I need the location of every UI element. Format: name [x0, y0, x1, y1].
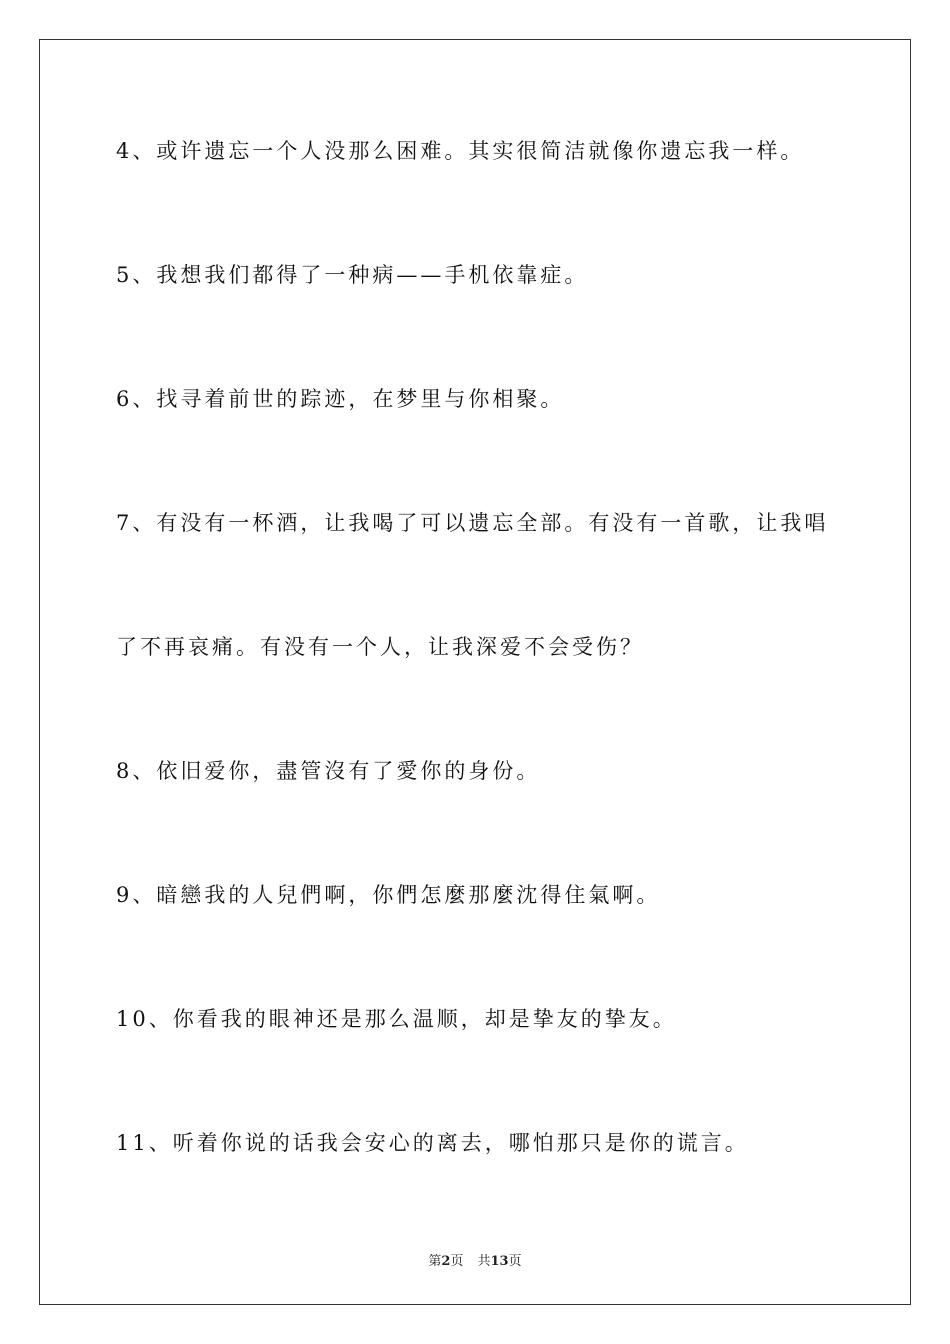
text-line-7b: 了不再哀痛。有没有一个人，让我深爱不会受伤？ — [116, 635, 644, 659]
page-suffix: 页 — [450, 1254, 464, 1269]
text-line-8: 8、依旧爱你，盡管沒有了愛你的身份。 — [116, 759, 541, 783]
page-footer — [0, 1250, 950, 1269]
text-line-9: 9、暗戀我的人兒們啊，你們怎麼那麼沈得住氣啊。 — [116, 883, 661, 907]
text-line-10: 10、你看我的眼神还是那么温顺，却是挚友的挚友。 — [116, 1007, 677, 1031]
text-line-6: 6、找寻着前世的踪迹，在梦里与你相聚。 — [116, 387, 565, 411]
total-pages: 13 — [490, 1254, 509, 1269]
page-number: 2 — [441, 1254, 451, 1269]
text-line-5: 5、我想我们都得了一种病——手机依靠症。 — [116, 263, 589, 287]
text-line-7a: 7、有没有一杯酒，让我喝了可以遗忘全部。有没有一首歌，让我唱 — [116, 511, 829, 535]
total-prefix: 共 — [477, 1254, 491, 1269]
page-frame — [39, 39, 911, 1305]
total-suffix: 页 — [508, 1254, 522, 1269]
text-line-11: 11、听着你说的话我会安心的离去，哪怕那只是你的谎言。 — [116, 1131, 749, 1155]
text-line-4: 4、或许遗忘一个人没那么困难。其实很简洁就像你遗忘我一样。 — [116, 139, 805, 163]
page-prefix: 第 — [428, 1254, 442, 1269]
